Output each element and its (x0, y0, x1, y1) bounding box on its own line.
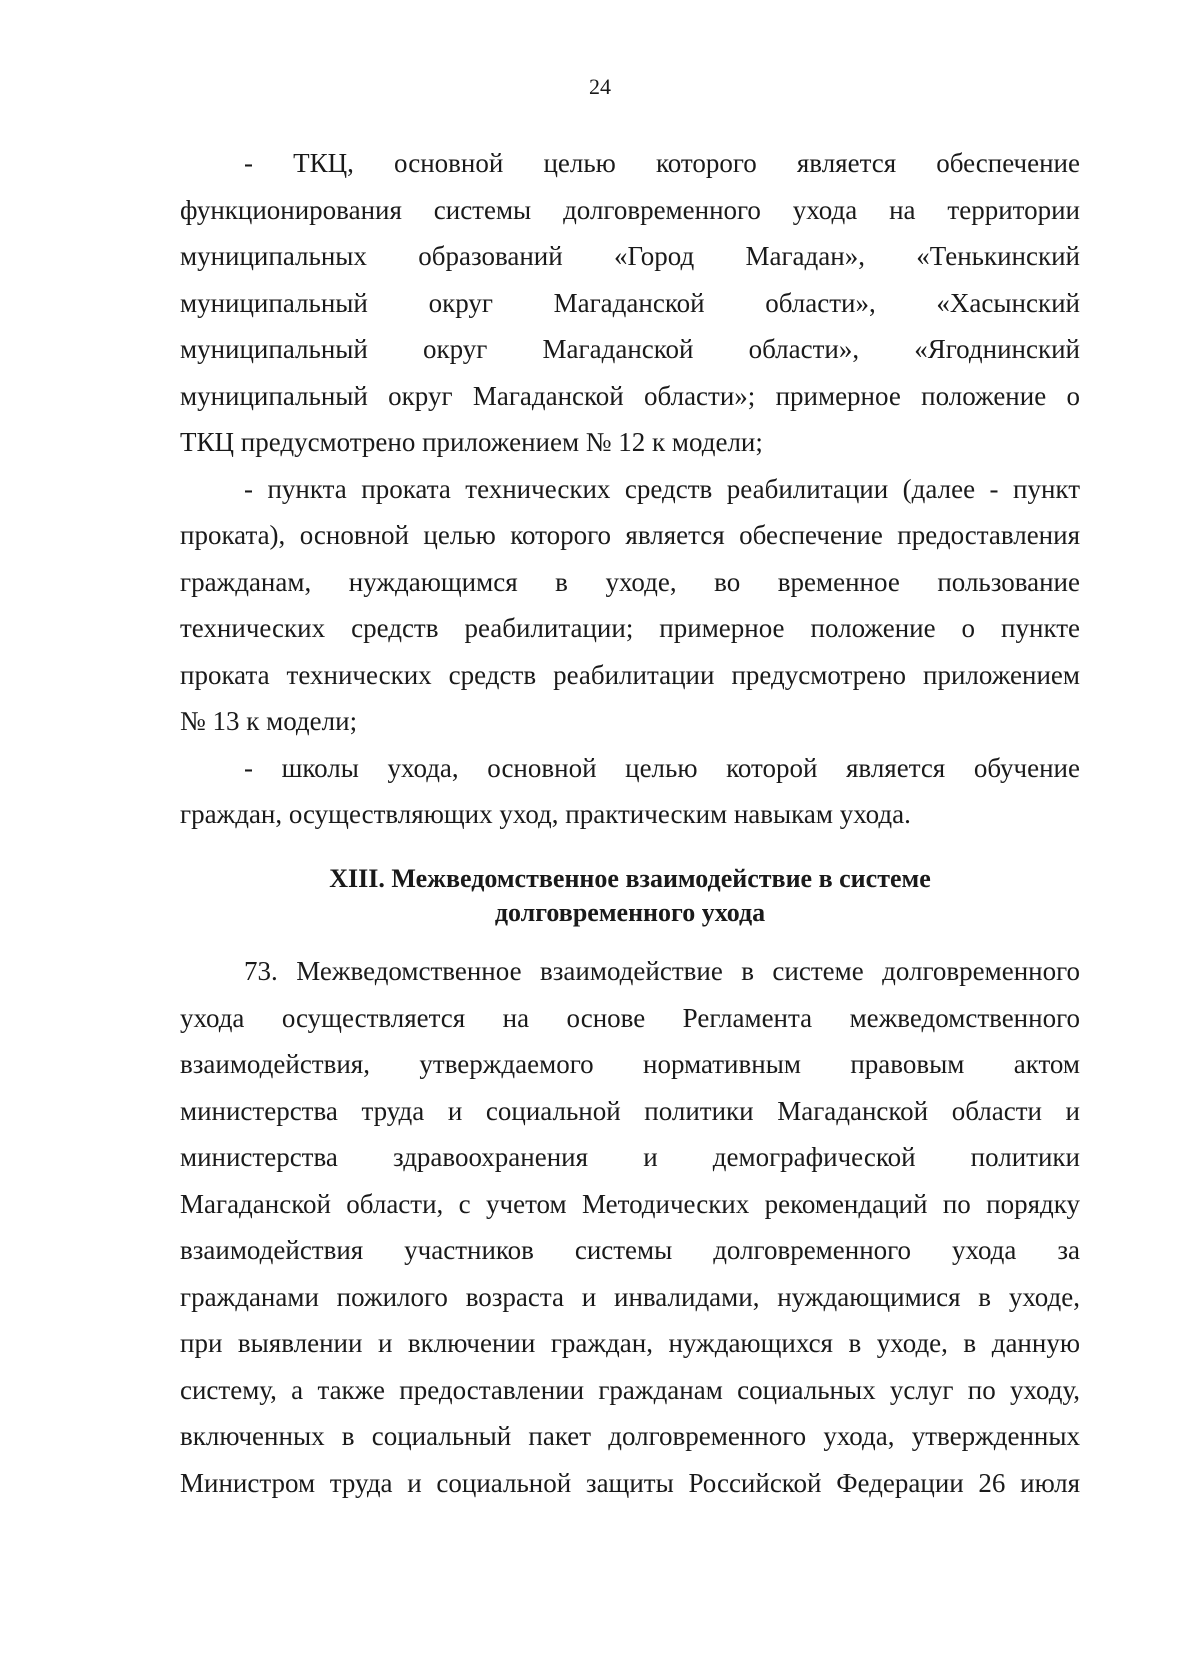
text-line: ухода осуществляется на основе Регламента межведомственного (180, 1002, 1080, 1033)
text-line: министерства труда и социальной политики Магаданской области и (180, 1095, 1080, 1126)
text-line: муниципальный округ Магаданской области», «Ягоднинский (180, 334, 1080, 364)
text-line: министерства здравоохранения и демографической политики (180, 1142, 1080, 1172)
text-line: 73. Межведомственное взаимодействие в системе долговременного (244, 956, 1080, 986)
text-line: включенных в социальный пакет долговременного ухода, утвержденных (180, 1421, 1080, 1451)
text-line: проката), основной целью которого является обеспечение предоставления (180, 520, 1080, 550)
text-line: взаимодействия, утверждаемого нормативным правовым актом (180, 1049, 1080, 1079)
list-block (180, 140, 1080, 838)
text-line: систему, а также предоставлении гражданам социальных услуг по уходу, (180, 1374, 1080, 1405)
text-line: граждан, осуществляющих уход, практическим навыкам ухода. (180, 799, 911, 829)
text-line: технических средств реабилитации; примерное положение о пункте (180, 613, 1080, 643)
text-line: ТКЦ предусмотрено приложением № 12 к модели; (180, 427, 763, 457)
text-line: проката технических средств реабилитации предусмотрено приложением (180, 659, 1080, 690)
text-line: Магаданской области, с учетом Методических рекомендаций по порядку (180, 1188, 1080, 1219)
page-number: 24 (589, 74, 611, 99)
text-line: - ТКЦ, основной целью которого является обеспечение (244, 148, 1080, 178)
section-heading (180, 862, 1080, 930)
text-line: функционирования системы долговременного ухода на территории (180, 194, 1080, 225)
text-line: муниципальных образований «Город Магадан», «Тенькинский (180, 241, 1080, 271)
text-line: при выявлении и включении граждан, нуждающихся в уходе, в данную (180, 1328, 1080, 1358)
text-line: гражданами пожилого возраста и инвалидами, нуждающимися в уходе, (180, 1281, 1080, 1312)
text-line: взаимодействия участников системы долговременного ухода за (180, 1235, 1080, 1265)
text-line: № 13 к модели; (180, 706, 358, 736)
text-line: - пункта проката технических средств реабилитации (далее - пункт (244, 473, 1080, 504)
text-line: Министром труда и социальной защиты Российской Федерации 26 июля (180, 1467, 1080, 1498)
text-line: муниципальный округ Магаданской области», «Хасынский (180, 287, 1080, 318)
section-heading-line: долговременного ухода (494, 898, 766, 927)
paragraph-73 (180, 948, 1080, 1506)
text-line: муниципальный округ Магаданской области»; примерное положение о (180, 380, 1080, 411)
text-line: гражданам, нуждающимся в уходе, во временное пользование (180, 566, 1080, 597)
text-line: - школы ухода, основной целью которой является обучение (244, 752, 1080, 783)
section-heading-line: XIII. Межведомственное взаимодействие в системе (329, 864, 931, 893)
